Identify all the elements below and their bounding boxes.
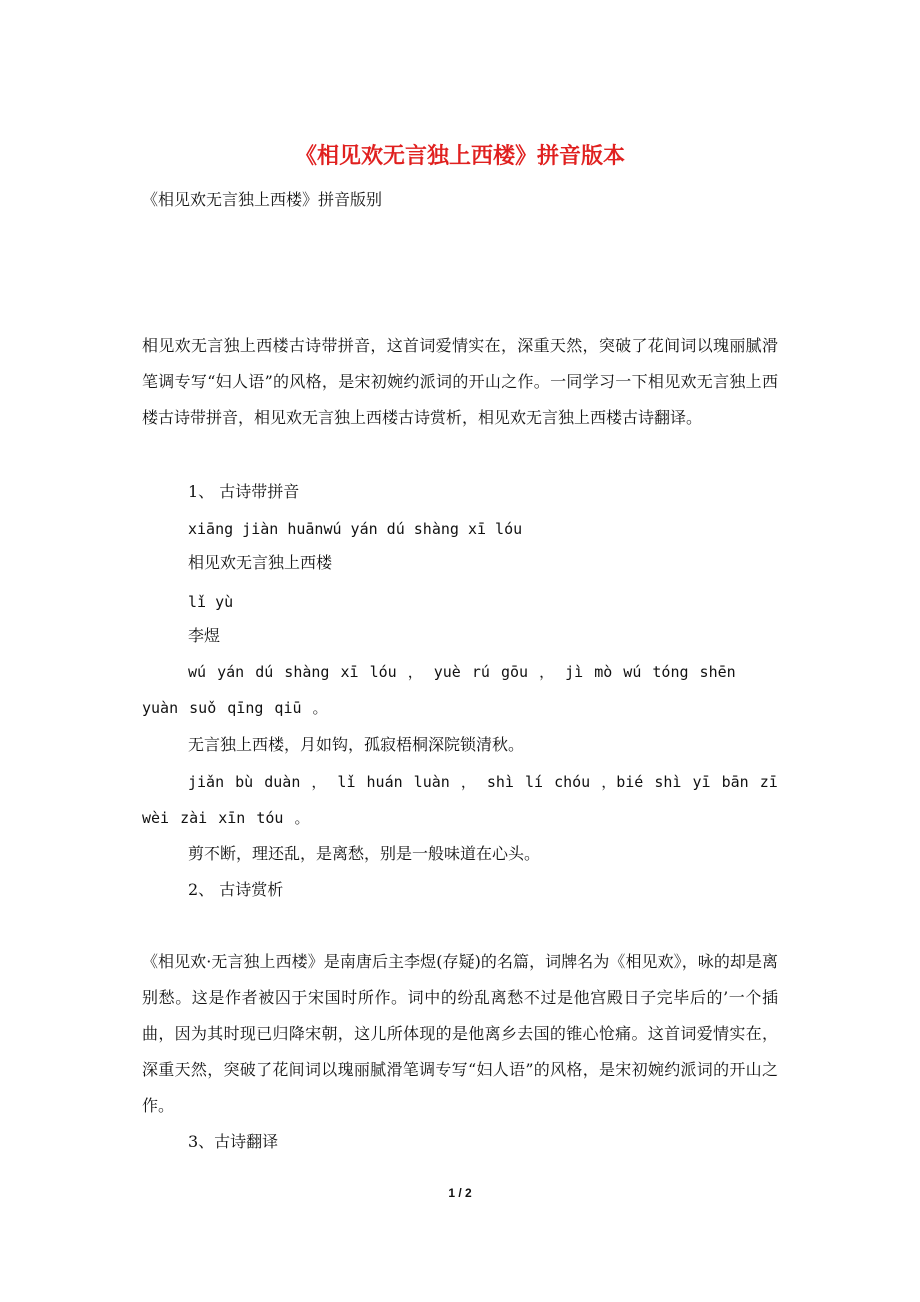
- section-1-heading: 1、 古诗带拼音: [188, 482, 300, 501]
- document-subtitle: 《相见欢无言独上西楼》拼音版别: [142, 190, 383, 209]
- analysis-paragraph: 《相见欢·无言独上西楼》是南唐后主李煜(存疑)的名篇，词牌名为《相见欢》，咏的却是离别愁。这是作者被囚于宋国时所作。词中的纷乱离愁不过是他宫殿日子完毕后的’一个插曲，因为其时现已归降宋朝，这儿所体现的是他离乡去国的锥心怆痛。这首词爱情实在，深重天然，突破了花间词以瑰丽腻滑笔调专写“妇人语”的风格，是宋初婉约派词的开山之作。: [142, 952, 778, 1115]
- section-3-heading: 3、古诗翻译: [188, 1132, 279, 1151]
- poem-author-pinyin: lǐ yù: [188, 593, 234, 611]
- poem-line-2-pinyin: jiǎn bù duàn ， lǐ huán luàn ， shì lí chóu ，bié shì yī bān zī wèi zài xīn tóu 。: [142, 773, 778, 827]
- section-2-heading: 2、 古诗赏析: [188, 880, 284, 899]
- intro-paragraph: 相见欢无言独上西楼古诗带拼音，这首词爱情实在，深重天然，突破了花间词以瑰丽腻滑笔调专写“妇人语”的风格，是宋初婉约派词的开山之作。一同学习一下相见欢无言独上西楼古诗带拼音，相见欢无言独上西楼古诗赏析，相见欢无言独上西楼古诗翻译。: [142, 336, 778, 427]
- poem-title-pinyin: xiāng jiàn huānwú yán dú shàng xī lóu: [188, 520, 523, 538]
- poem-line-2: 剪不断，理还乱，是离愁，别是一般味道在心头。: [188, 844, 541, 863]
- poem-author: 李煜: [188, 626, 221, 645]
- document-title: 《相见欢无言独上西楼》拼音版本: [294, 143, 625, 169]
- poem-title: 相见欢无言独上西楼: [188, 553, 333, 572]
- page-number: 1 / 2: [448, 1186, 472, 1200]
- poem-line-1: 无言独上西楼，月如钩，孤寂梧桐深院锁清秋。: [188, 735, 525, 754]
- poem-line-1-pinyin: wú yán dú shàng xī lóu ， yuè rú gōu ， jì mò wú tóng shēn yuàn suǒ qīng qiū 。: [142, 663, 736, 717]
